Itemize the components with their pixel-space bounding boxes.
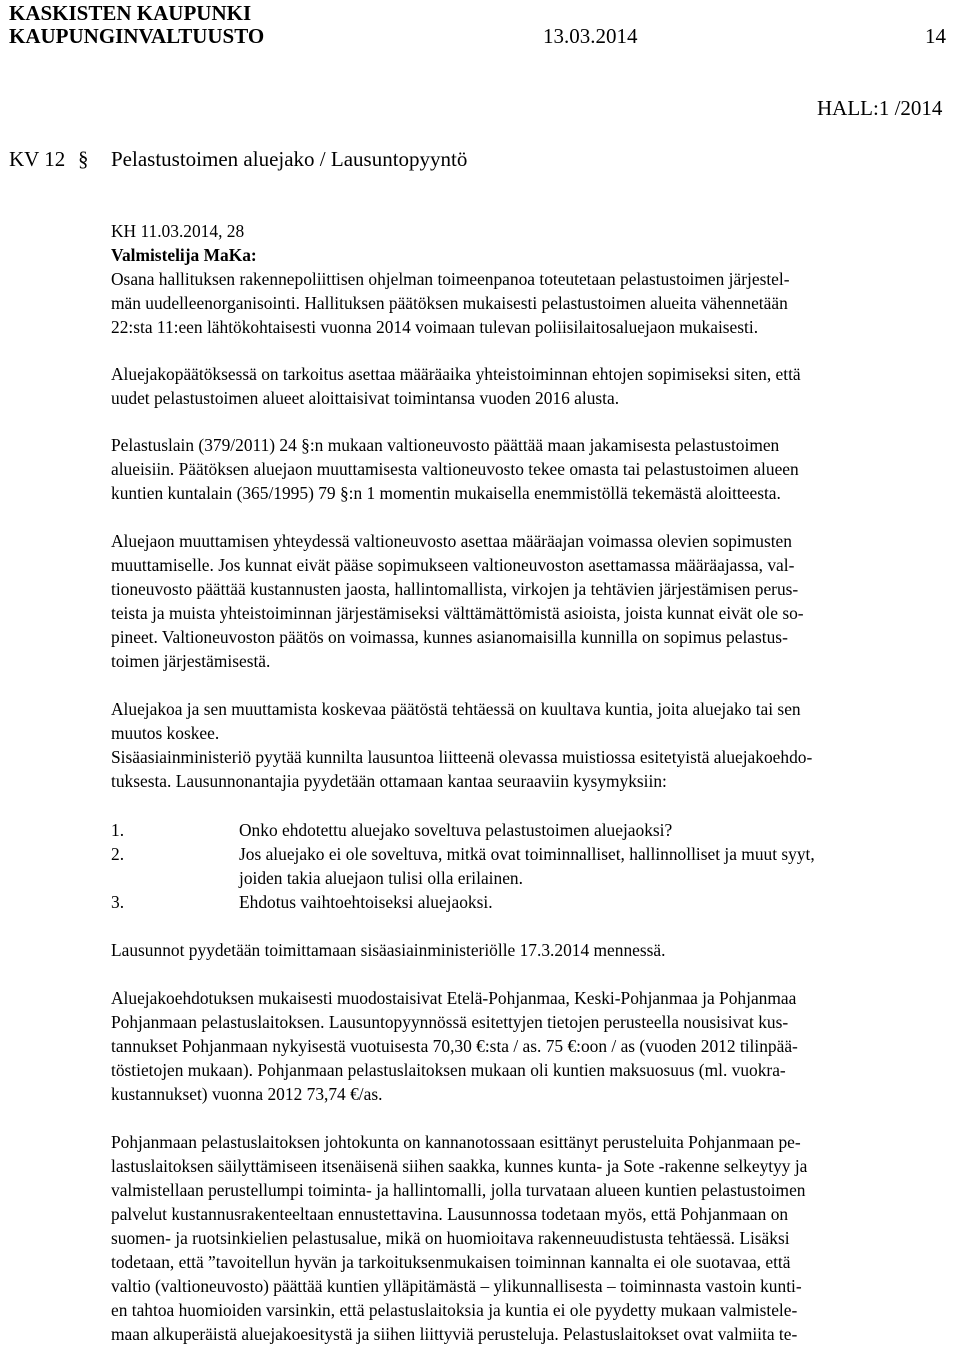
text-line: Aluejakoehdotuksen mukaisesti muodostaisivat Etelä-Pohjanmaa, Keski-Pohjanmaa ja Pohjanmaa — [111, 988, 797, 1008]
text-line: Sisäasiainministeriö pyytää kunnilta lausuntoa liitteenä olevassa muistiossa esitetyistä aluejakoehdo- — [111, 747, 813, 767]
text-line: tuksesta. Lausunnonantajia pyydetään ottamaan kantaa seuraaviin kysymyksiin: — [111, 771, 667, 791]
question-number: 2. — [111, 844, 125, 864]
item-code: KV 12 — [9, 147, 66, 171]
text-line: uudet pelastustoimen alueet aloittaisivat toimintansa vuoden 2016 alusta. — [111, 388, 620, 408]
text-line: valtio (valtioneuvosto) päättää kuntien ylläpitämästä – ylikunnallisesta – toiminnasta vastoin kunti- — [111, 1276, 802, 1296]
section-mark: § — [78, 147, 89, 171]
text-line: valmistellaan perustellumpi toiminta- ja hallintomalli, jolla turvataan alueen kuntien pelastustoimen — [111, 1180, 806, 1200]
text-line: suomen- ja ruotsinkielien pelastusalue, mikä on huomioitava rakenneuudistusta tehtäessä. Lisäksi — [111, 1228, 790, 1248]
text-line: töstietojen mukaan). Pohjanmaan pelastuslaitoksen mukaan oli kuntien maksuosuus (ml. vuokra- — [111, 1060, 786, 1080]
header-date: 13.03.2014 — [543, 24, 638, 48]
text-line: muutos koskee. — [111, 723, 220, 743]
question-text: joiden takia aluejaon tulisi olla erilainen. — [239, 868, 523, 888]
text-line: lastuslaitoksen säilyttämiseen itsenäisenä siihen saakka, kunnes kunta- ja Sote -rakenne selkeytyy ja — [111, 1156, 808, 1176]
text-line: alueisiin. Päätöksen aluejaon muuttamisesta valtioneuvosto tekee omasta tai pelastustoimen alueen — [111, 459, 799, 479]
text-line: maan alkuperäistä aluejakoesitystä ja siihen liittyviä perusteluja. Pelastuslaitokset ovat valmiita te- — [111, 1324, 798, 1344]
preparer: Valmistelija MaKa: — [111, 245, 257, 265]
text-line: tioneuvosto päättää kustannusten jaosta, hallintomallista, virkojen ja tehtävien järjestämisen perus- — [111, 579, 799, 599]
paragraph-7 — [111, 986, 951, 1106]
kh-reference: KH 11.03.2014, 28 — [111, 221, 245, 241]
text-line: Pohjanmaan pelastuslaitoksen johtokunta on kannanotossaan esittänyt perusteluita Pohjanmaan pe- — [111, 1132, 801, 1152]
question-number: 3. — [111, 892, 125, 912]
paragraph-2 — [111, 362, 951, 410]
item-title: Pelastustoimen aluejako / Lausuntopyyntö — [111, 147, 468, 171]
question-number: 1. — [111, 820, 125, 840]
reference-code: HALL:1 /2014 — [817, 96, 943, 120]
question-text: Onko ehdotettu aluejako soveltuva pelastustoimen aluejaoksi? — [239, 820, 673, 840]
text-line: kustannukset) vuonna 2012 73,74 €/as. — [111, 1084, 383, 1104]
body-name: KAUPUNGINVALTUUSTO — [9, 24, 265, 48]
header-line — [9, 24, 264, 48]
org-name: KASKISTEN KAUPUNKI — [9, 1, 252, 25]
text-line: muuttamiselle. Jos kunnat eivät pääse sopimukseen valtioneuvoston asettamassa määräajassa, val- — [111, 555, 795, 575]
text-line: teista ja muista yhteistoiminnan järjestämiseksi välttämättömistä asioista, joista kunnat eivät ole so- — [111, 603, 804, 623]
text-line: kuntien kuntalain (365/1995) 79 §:n 1 momentin mukaisella enemmistöllä tekemästä aloitteesta. — [111, 483, 781, 503]
text-line: 22:sta 11:een lähtökohtaisesti vuonna 2014 voimaan tulevan poliisilaitosaluejaon mukaisesti. — [111, 317, 759, 337]
paragraph-3 — [111, 433, 951, 505]
text-line: män uudelleenorganisointi. Hallituksen päätöksen mukaisesti pelastustoimen alueita vähennetään — [111, 293, 788, 313]
paragraph-6 — [111, 938, 951, 962]
paragraph-1 — [111, 267, 951, 339]
text-line: pineet. Valtioneuvoston päätös on voimassa, kunnes asianomaisilla kunnilla on sopimus pelastus- — [111, 627, 788, 647]
paragraph-8 — [111, 1130, 951, 1346]
question-text: Jos aluejako ei ole soveltuva, mitkä ovat toiminnalliset, hallinnolliset ja muut syyt, — [239, 844, 815, 864]
text-line: Osana hallituksen rakennepoliittisen ohjelman toimeenpanoa toteutetaan pelastustoimen järjestel- — [111, 269, 790, 289]
text-line: palvelut kustannusrakenteeltaan ennustettavina. Lausunnossa todetaan myös, että Pohjanmaan on — [111, 1204, 789, 1224]
page-number: 14 — [925, 24, 946, 48]
text-line: Aluejakoa ja sen muuttamista koskevaa päätöstä tehtäessä on kuultava kuntia, joita aluejako tai sen — [111, 699, 801, 719]
paragraph-4 — [111, 529, 951, 673]
text-line: Lausunnot pyydetään toimittamaan sisäasiainministeriölle 17.3.2014 mennessä. — [111, 940, 666, 960]
text-line: todetaan, että ”tavoitellun hyvän ja tarkoituksenmukaisen toiminnan kannalta ei ole suotavaa, että — [111, 1252, 791, 1272]
text-line: toimen järjestämisestä. — [111, 651, 271, 671]
text-line: Aluejakopäätöksessä on tarkoitus asettaa määräaika yhteistoiminnan ehtojen sopimiseksi siten, että — [111, 364, 801, 384]
text-line: Pohjanmaan pelastuslaitoksen. Lausuntopyynnössä esitettyjen tietojen perusteella nousisivat kus- — [111, 1012, 789, 1032]
paragraph-5 — [111, 697, 951, 793]
text-line: Aluejaon muuttamisen yhteydessä valtioneuvosto asettaa määräajan voimassa olevien sopimusten — [111, 531, 792, 551]
text-line: Pelastuslain (379/2011) 24 §:n mukaan valtioneuvosto päättää maan jakamisesta pelastustoimen — [111, 435, 780, 455]
text-line: en tahtoa huomioiden varsinkin, että pelastuslaitoksia ja kuntia ei ole pyydetty mukaan valmistele- — [111, 1300, 798, 1320]
text-line: tannukset Pohjanmaan nykyisestä vuotuisesta 70,30 €:sta / as. 75 €:oon / as (vuoden 2012 tilinpää- — [111, 1036, 798, 1056]
question-text: Ehdotus vaihtoehtoiseksi aluejaoksi. — [239, 892, 493, 912]
